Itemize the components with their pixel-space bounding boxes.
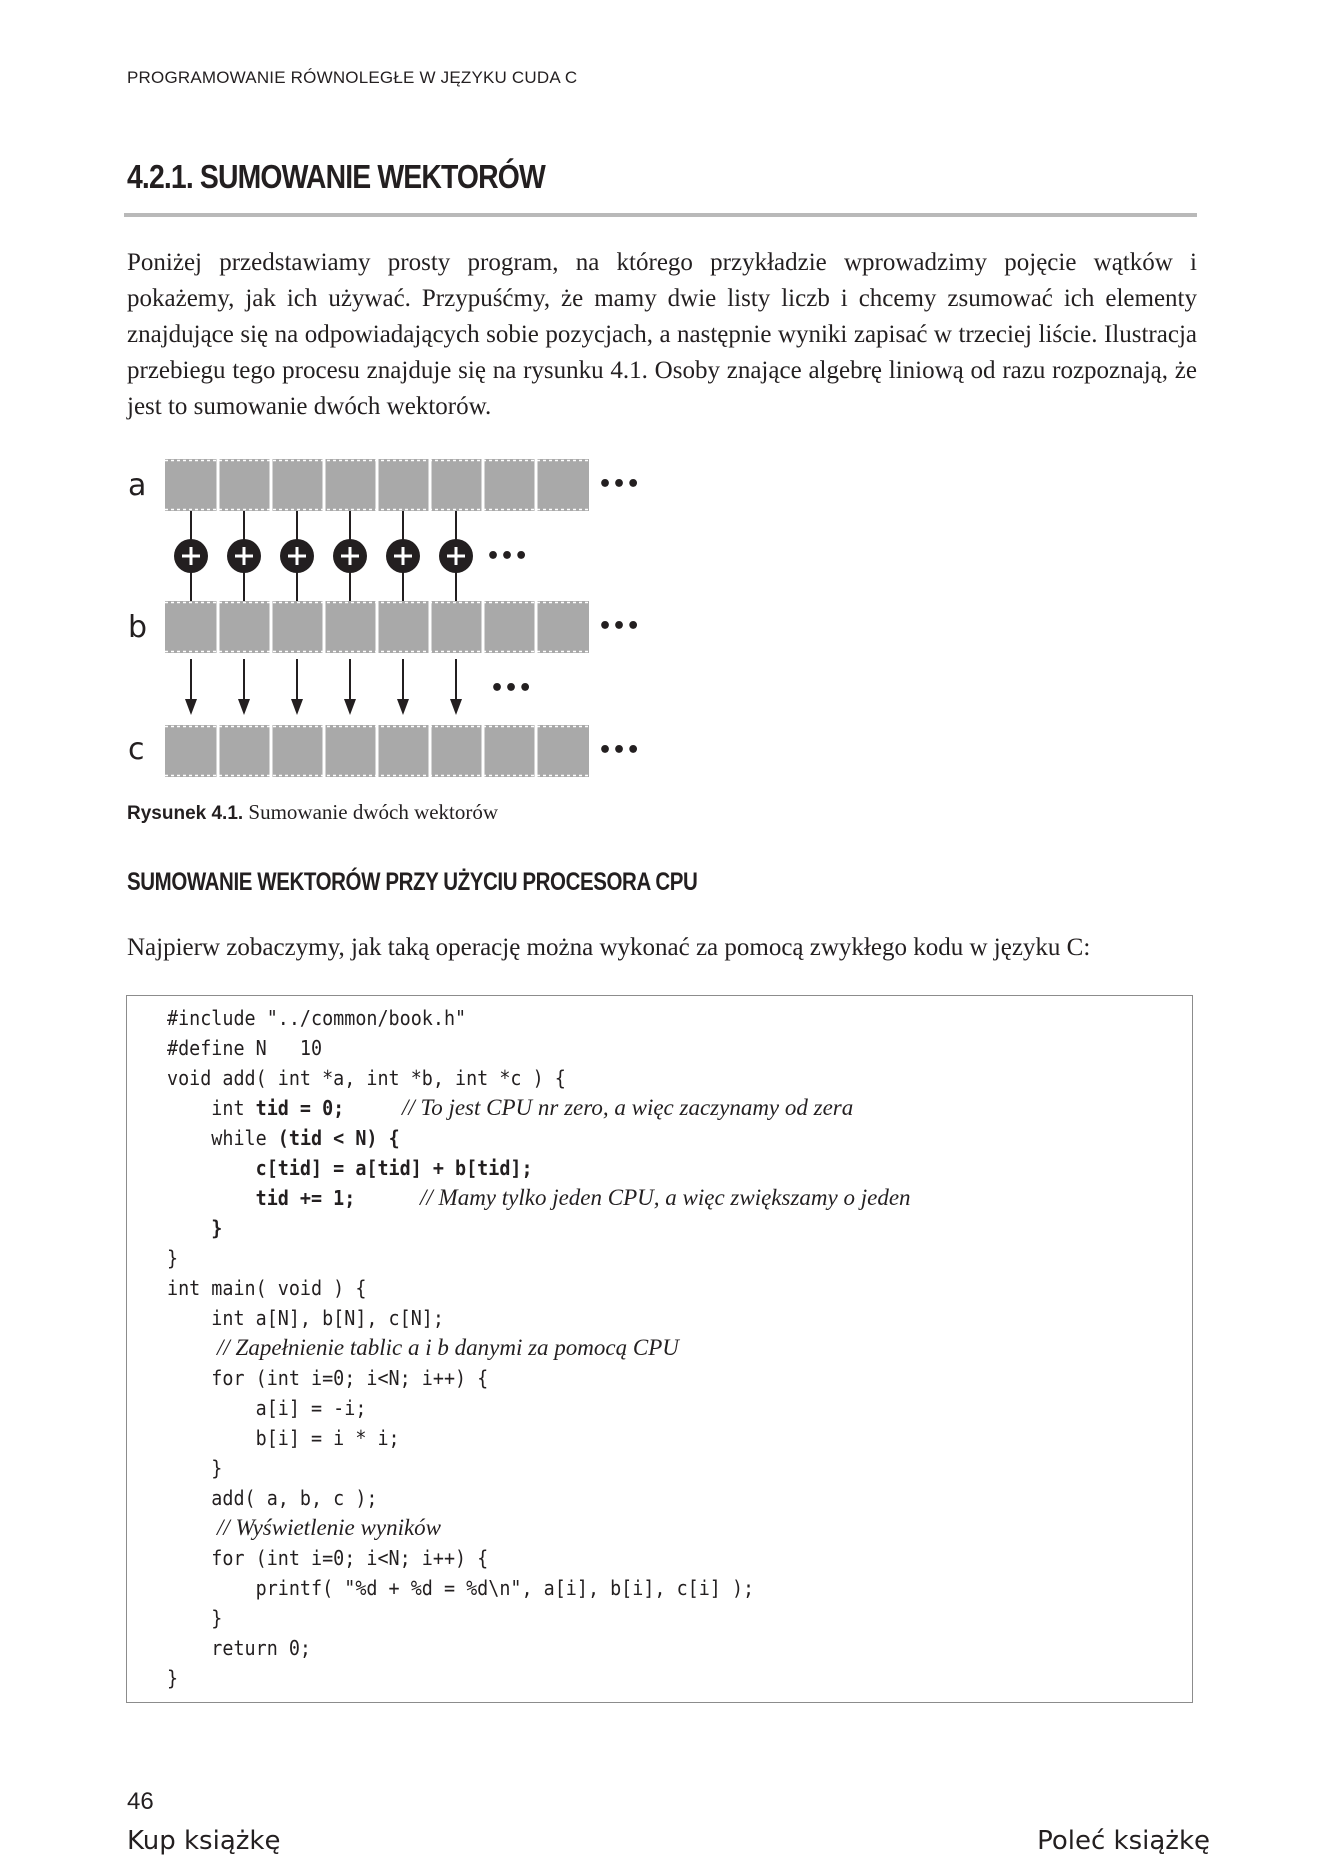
down-arrow-icon [291, 659, 303, 715]
title-rule [124, 213, 1197, 217]
code-line: add( a, b, c ); [167, 1486, 378, 1510]
code-comment: // Zapełnienie tablic a i b danymi za pomocą CPU [217, 1335, 679, 1360]
plus-operator-icon [333, 539, 367, 573]
ellipsis-operators: ••• [486, 544, 529, 569]
code-bold: (tid < N) { [277, 1126, 400, 1150]
running-head: PROGRAMOWANIE RÓWNOLEGŁE W JĘZYKU CUDA C [127, 68, 578, 87]
code-comment: // To jest CPU nr zero, a więc zaczynamy od zera [402, 1095, 854, 1120]
plus-operator-icon [439, 539, 473, 573]
code-line: return 0; [167, 1636, 312, 1660]
row-label-b: b [128, 610, 148, 645]
code-line: } [167, 1666, 179, 1690]
code-line: a[i] = -i; [167, 1396, 367, 1420]
code-comment: // Wyświetlenie wyników [217, 1515, 442, 1540]
code-line [167, 1093, 344, 1123]
page-number: 46 [127, 1788, 154, 1815]
code-line [167, 1213, 222, 1243]
down-arrow-icon [238, 659, 250, 715]
row-label-c: c [128, 732, 145, 767]
code-line [167, 1123, 400, 1153]
code-line: void add( int *a, int *b, int *c ) { [167, 1066, 566, 1090]
intro-paragraph: Poniżej przedstawiamy prosty program, na którego przykładzie wprowadzimy pojęcie wątków i pokażemy, jak ich używać. Przypuśćmy, że mamy dwie listy liczb i chcemy zsumować ich elementy znajdujące się na odpowiadających sobie pozycjach, a następnie wyniki zapisać w trzeciej liście. Ilustracja przebiegu tego procesu znajduje się na rysunku 4.1. Osoby znające algebrę liniową od razu rozpoznają, że jest to sumowanie dwóch wektorów. [127, 249, 1197, 420]
vector-a-cells [165, 459, 589, 511]
code-line: #include "../common/book.h" [167, 1006, 467, 1030]
down-arrow-icon [397, 659, 409, 715]
code-line: #define N 10 [167, 1036, 323, 1060]
vector-c-cells [165, 725, 589, 777]
caption-text: Sumowanie dwóch wektorów [248, 800, 499, 824]
code-bold: tid += 1; [167, 1186, 356, 1210]
code-line: for (int i=0; i<N; i++) { [167, 1546, 489, 1570]
down-arrow-icon [344, 659, 356, 715]
code-line: } [167, 1606, 223, 1630]
code-comment: // Mamy tylko jeden CPU, a więc zwiększamy o jeden [420, 1185, 911, 1210]
code-line [167, 1183, 355, 1213]
plus-operator-icon [280, 539, 314, 573]
code-line: int a[N], b[N], c[N]; [167, 1306, 444, 1330]
code-keyword: while [167, 1126, 278, 1150]
ellipsis-c: ••• [598, 738, 641, 763]
code-line: for (int i=0; i<N; i++) { [167, 1366, 489, 1390]
vector-b-cells [165, 601, 589, 653]
code-intro: Najpierw zobaczymy, jak taką operację można wykonać za pomocą zwykłego kodu w języku C: [127, 934, 1091, 961]
code-line: } [167, 1246, 179, 1270]
code-bold: c[tid] = a[tid] + b[tid]; [167, 1156, 533, 1180]
code-line: b[i] = i * i; [167, 1426, 400, 1450]
code-listing [126, 995, 1193, 1703]
buy-book-link[interactable]: Kup książkę [127, 1826, 281, 1856]
vector-addition-figure [120, 455, 680, 785]
code-keyword: int [167, 1096, 256, 1120]
row-label-a: a [128, 468, 147, 503]
section-title: 4.2.1. SUMOWANIE WEKTORÓW [127, 158, 545, 195]
recommend-book-link[interactable]: Poleć książkę [1037, 1826, 1210, 1856]
code-line: printf( "%d + %d = %d\n", a[i], b[i], c[i] ); [167, 1576, 755, 1600]
plus-operator-icon [227, 539, 261, 573]
ellipsis-arrows: ••• [490, 676, 533, 701]
plus-operator-icon [174, 539, 208, 573]
code-bold: tid = 0; [255, 1096, 345, 1120]
code-bold: } [167, 1216, 223, 1240]
ellipsis-b: ••• [598, 614, 641, 639]
down-arrow-icon [185, 659, 197, 715]
subheading: SUMOWANIE WEKTORÓW PRZY UŻYCIU PROCESORA CPU [127, 868, 698, 896]
down-arrow-icon [450, 659, 462, 715]
figure-caption [127, 800, 498, 825]
ellipsis-a: ••• [598, 472, 641, 497]
code-line: int main( void ) { [167, 1276, 367, 1300]
plus-operator-icon [386, 539, 420, 573]
code-line: } [167, 1456, 223, 1480]
caption-label: Rysunek 4.1. [127, 803, 244, 824]
code-line [167, 1153, 533, 1183]
